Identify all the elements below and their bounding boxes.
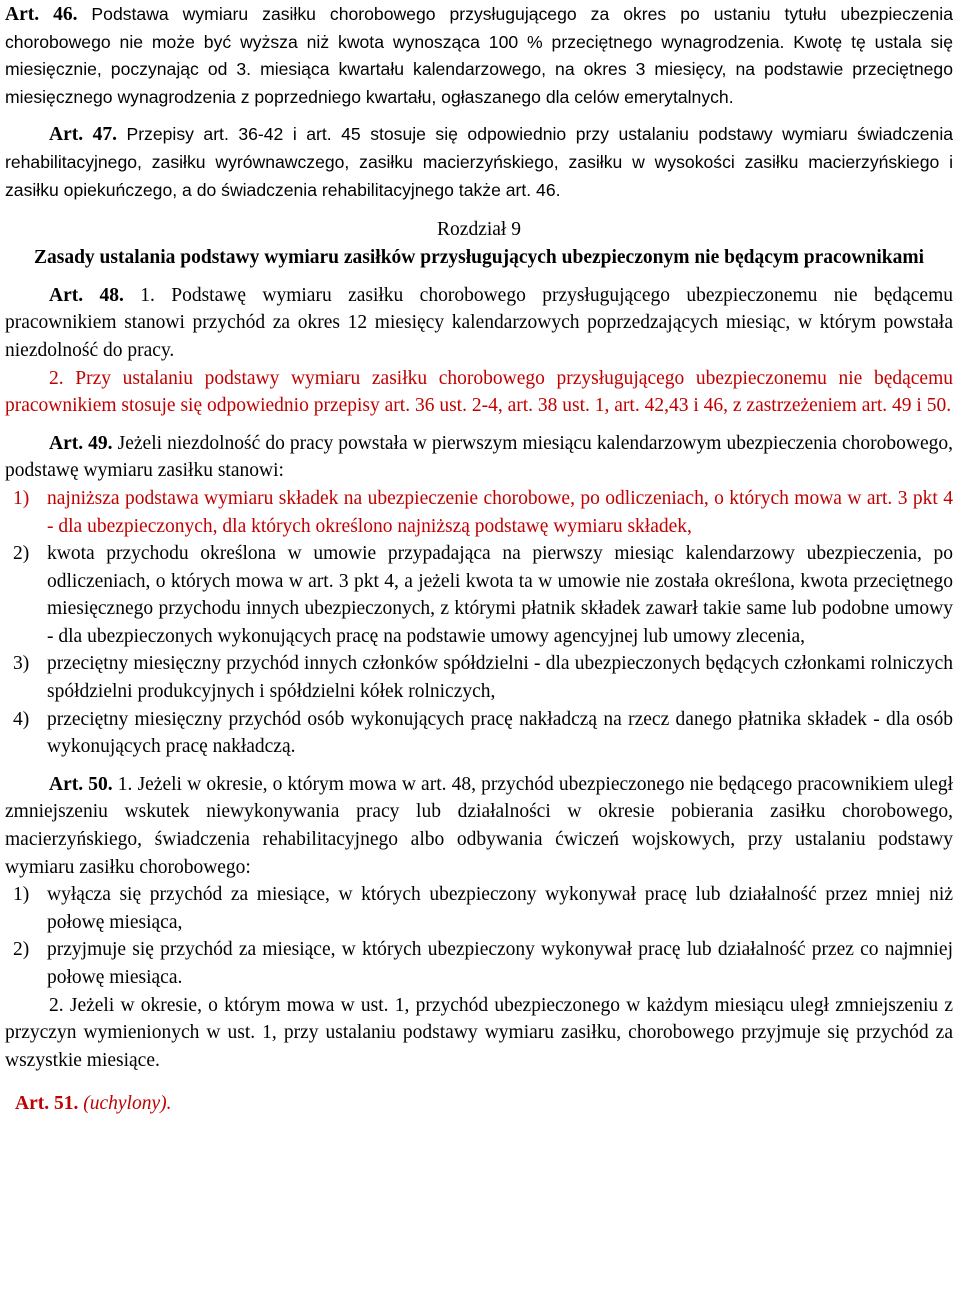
article-50-list xyxy=(5,881,953,991)
article-48-p1-text: 1. Podstawę wymiaru zasiłku chorobowego przysługującego ubezpieczonemu nie będącemu pracownikiem stanowi przychód za okres 12 miesięcy kalendarzowych poprzedzających miesiąc, w którym powstała niezdolność do pracy. xyxy=(5,284,953,361)
list-item-text: przeciętny miesięczny przychód innych członków spółdzielni - dla ubezpieczonych będących członkami rolniczych spółdzielni produkcyjnych i spółdzielni kółek rolniczych, xyxy=(47,653,953,703)
article-46 xyxy=(5,1,953,111)
chapter-number: Rozdział 9 xyxy=(437,219,521,241)
list-item-number: 4) xyxy=(13,708,30,730)
list-item-text: przeciętny miesięczny przychód osób wykonujących pracę nakładczą na rzecz danego płatnika składek - dla osób wykonujących pracę nakładczą. xyxy=(47,708,953,758)
list-item xyxy=(5,485,953,540)
list-item-number: 1) xyxy=(13,884,30,906)
list-item xyxy=(5,881,953,936)
article-50-label: Art. 50. xyxy=(49,773,113,795)
article-51-label: Art. 51. xyxy=(15,1093,79,1115)
list-item-text: przyjmuje się przychód za miesiące, w których ubezpieczony wykonywał pracę lub działalność przez co najmniej połowę miesiąca. xyxy=(47,939,953,988)
list-item-number: 2) xyxy=(13,543,30,565)
article-47-text: Przepisy art. 36-42 i art. 45 stosuje się odpowiednio przy ustalaniu podstawy wymiaru świadczenia rehabilitacyjnego, zasiłku wyrównawczego, zasiłku macierzyńskiego, zasiłku w wysokości zasiłku macierzyńskiego i zasiłku opiekuńczego, a do świadczenia rehabilitacyjnego także art. 46. xyxy=(5,124,954,200)
list-item-number: 2) xyxy=(13,939,30,961)
chapter-title: Zasady ustalania podstawy wymiaru zasiłków przysługujących ubezpieczonym nie będącym pracownikami xyxy=(33,246,924,268)
article-48-label: Art. 48. xyxy=(49,284,124,306)
article-48-paragraph-1 xyxy=(5,282,953,365)
article-50-intro xyxy=(5,771,953,881)
article-49-intro xyxy=(5,430,953,485)
article-50-intro-text: 1. Jeżeli w okresie, o którym mowa w art. 48, przychód ubezpieczonego nie będącego pracownikiem uległ zmniejszeniu wskutek niewykonywania pracy lub działalności w okresie pobierania zasiłku chorobowego, macierzyńskiego, świadczenia rehabilitacyjnego albo odbywania ćwiczeń wojskowych, przy ustalaniu podstawy wymiaru zasiłku chorobowego: xyxy=(5,773,954,878)
article-49-intro-text: Jeżeli niezdolność do pracy powstała w pierwszym miesiącu kalendarzowym ubezpieczenia chorobowego, podstawę wymiaru zasiłku stanowi: xyxy=(5,432,954,482)
article-46-text: Podstawa wymiaru zasiłku chorobowego przysługującego za okres po ustaniu tytułu ubezpieczenia chorobowego nie może być wyższa niż kwota wynosząca 100 % przeciętnego wynagrodzenia. Kwotę tę ustala się miesięcznie, poczynając od 3. miesiąca kwartału kalendarzowego, na okres 3 miesięcy, na podstawie przeciętnego miesięcznego wynagrodzenia z poprzedniego kwartału, ogłaszanego dla celów emerytalnych. xyxy=(5,4,953,107)
article-47 xyxy=(5,121,953,204)
article-46-label: Art. 46. xyxy=(5,4,78,25)
article-49-label: Art. 49. xyxy=(49,432,113,454)
list-item xyxy=(5,936,953,991)
list-item-text: kwota przychodu określona w umowie przypadająca na pierwszy miesiąc kalendarzowy ubezpieczenia, po odliczeniach, o których mowa w art. 3 pkt 4, a jeżeli kwota ta w umowie nie została określona, kwota przeciętnego miesięcznego przychodu innych ubezpieczonych, z którymi płatnik składek zawarł takie same lub podobne umowy - dla ubezpieczonych wykonujących pracę na podstawie umowy agencyjnej lub umowy zlecenia, xyxy=(47,543,953,647)
list-item-number: 1) xyxy=(13,487,30,509)
list-item-text: najniższa podstawa wymiaru składek na ubezpieczenie chorobowe, po odliczeniach, o których mowa w art. 3 pkt 4 - dla ubezpieczonych, dla których określono najniższą podstawę wymiaru składek, xyxy=(47,487,953,537)
list-item-number: 3) xyxy=(13,653,30,675)
article-50-paragraph-2 xyxy=(5,992,953,1075)
list-item xyxy=(5,650,953,705)
article-49-list xyxy=(5,485,953,761)
list-item xyxy=(5,540,953,650)
article-48-p2-text: 2. Przy ustalaniu podstawy wymiaru zasiłku chorobowego przysługującego ubezpieczonemu nie będącemu pracownikiem stosuje się odpowiednio przepisy art. 36 ust. 2-4, art. 38 ust. 1, art. 42,43 i 46, z zastrzeżeniem art. 49 i 50. xyxy=(5,367,953,417)
article-50-p2-text: 2. Jeżeli w okresie, o którym mowa w ust. 1, przychód ubezpieczonego w każdym miesiącu uległ zmniejszeniu z przyczyn wymienionych w ust. 1, przy ustalaniu podstawy wymiaru zasiłku, chorobowego przyjmuje się przychód za wszystkie miesiące. xyxy=(5,994,953,1071)
article-47-label: Art. 47. xyxy=(49,124,117,146)
chapter-heading xyxy=(5,216,953,272)
article-48-paragraph-2 xyxy=(5,365,953,420)
article-51 xyxy=(5,1090,953,1118)
list-item-text: wyłącza się przychód za miesiące, w których ubezpieczony wykonywał pracę lub działalność przez mniej niż połowę miesiąca, xyxy=(47,884,953,933)
article-51-text: (uchylony). xyxy=(83,1093,172,1115)
list-item xyxy=(5,706,953,761)
